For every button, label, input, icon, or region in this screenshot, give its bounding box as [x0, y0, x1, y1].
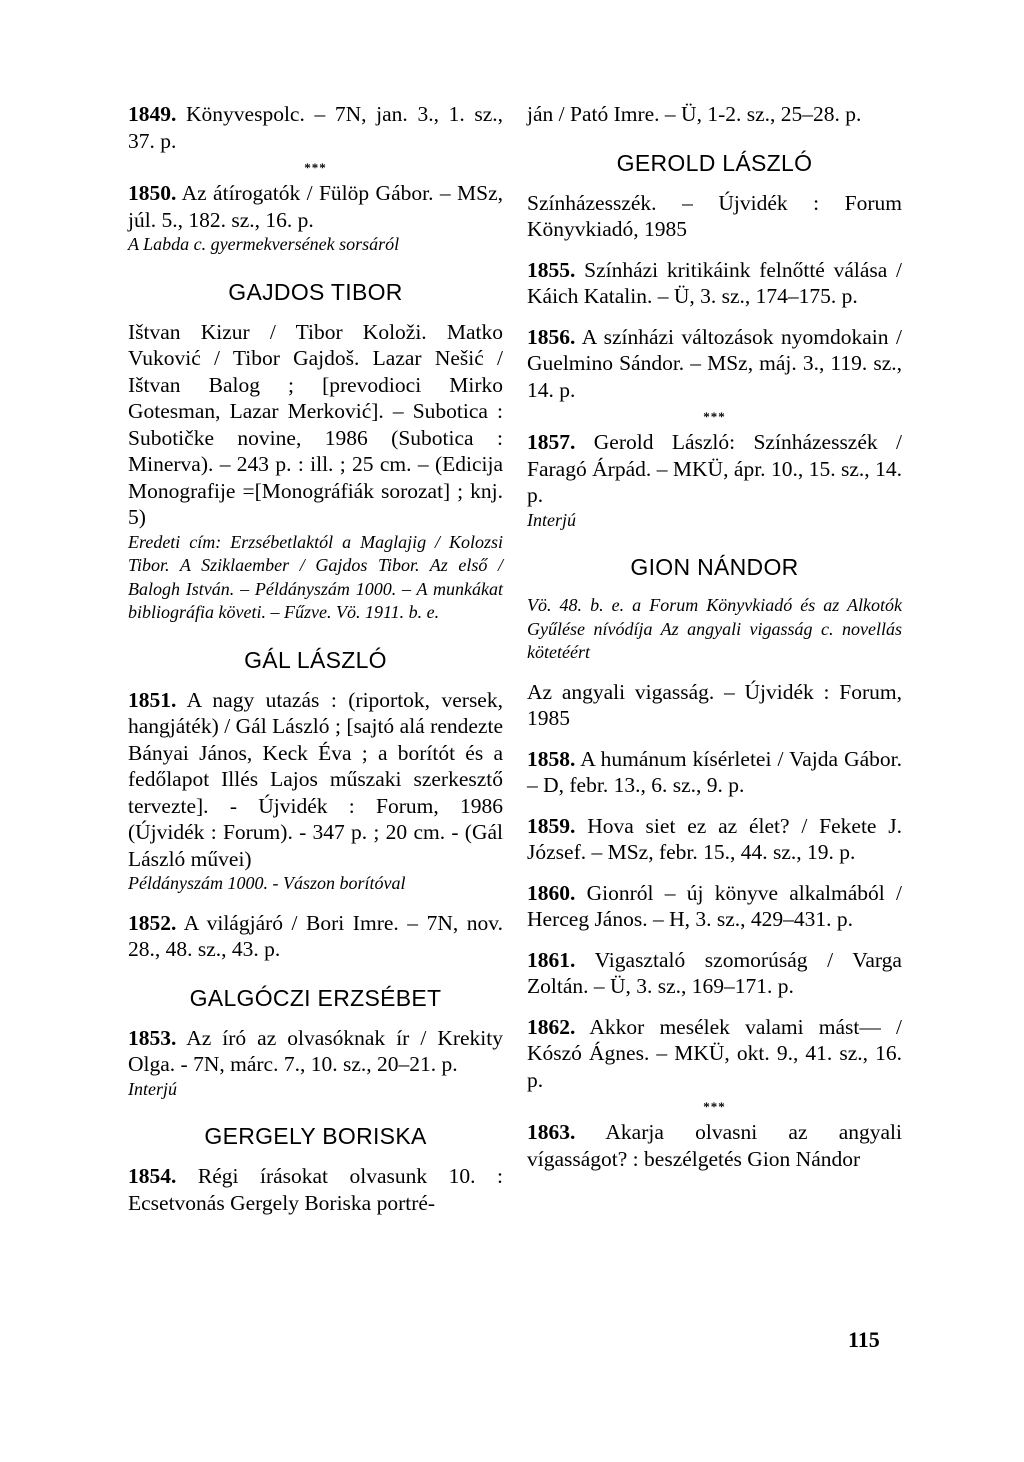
entry-note: Interjú: [128, 1078, 177, 1099]
entry-note: Eredeti cím: Erzsébetlaktól a Maglajig / Kolozsi Tibor. A Sziklaember / Gajdos Tibor. Az első / Balogh István. – Példányszám 1000. – A munkákat bibliográfia követi. – Fűzve. Vö. 1911. b. e.: [128, 531, 503, 622]
entry-body: [128, 101, 503, 154]
entry-number: 1858.: [527, 746, 576, 771]
entry-text: Az átírogatók / Fülöp Gábor. – MSz, júl. 5., 182. sz., 16. p.: [128, 181, 503, 232]
entry-text: Vigasztaló szomorúság / Varga Zoltán. – Ü, 3. sz., 169–171. p.: [527, 947, 902, 998]
entry-body: [527, 947, 902, 1000]
separator-stars: ***: [304, 160, 327, 175]
entry-text: Hova siet ez az élet? / Fekete J. József. – MSz, febr. 15., 44. sz., 19. p.: [527, 813, 903, 864]
entry-body: [527, 190, 902, 243]
entry-number: 1862.: [527, 1014, 576, 1039]
bibliography-entry: [128, 101, 503, 154]
left-column: [128, 101, 503, 1216]
entry-text: Régi írásokat olvasunk 10. : Ecsetvonás Gergely Boriska portré-: [128, 1164, 503, 1215]
right-column: [527, 101, 902, 1172]
separator-stars: ***: [703, 1099, 726, 1114]
entry-note: A Labda c. gyermekversének sorsáról: [128, 234, 400, 254]
bibliography-entry: [527, 101, 902, 128]
bibliography-entry: [527, 880, 902, 933]
entry-body: [128, 910, 503, 963]
entry-number: 1850.: [128, 181, 177, 205]
entry-note: Vö. 48. b. e. a Forum Könyvkiadó és az Alkotók Gyűlése nívódíja Az angyali vigasság c. novellás kötetéért: [527, 595, 902, 662]
entry-body: [128, 687, 503, 873]
entry-body: [527, 1014, 902, 1094]
entry-text: ján / Pató Imre. – Ü, 1-2. sz., 25–28. p.: [527, 102, 862, 126]
bibliography-entry: [527, 190, 902, 243]
bibliography-entry: [527, 947, 902, 1000]
entry-body: [128, 319, 503, 531]
entry-text: Akkor mesélek valami mást— / Kószó Ágnes. – MKÜ, okt. 9., 41. sz., 16. p.: [527, 1014, 902, 1092]
entry-body: [527, 679, 902, 732]
entry-text: A humánum kísérletei / Vajda Gábor. – D, febr. 13., 6. sz., 9. p.: [527, 746, 902, 797]
bibliography-entry: [527, 594, 902, 665]
entry-body: [128, 180, 503, 233]
entry-text: Az író az olvasóknak ír / Krekity Olga. - 7N, márc. 7., 10. sz., 20–21. p.: [128, 1025, 503, 1076]
entry-text: Akarja olvasni az angyali vígasságot? : beszélgetés Gion Nándor: [527, 1120, 902, 1171]
entry-body: [527, 880, 902, 933]
bibliography-entry: [527, 1119, 902, 1172]
entry-text: Az angyali vigasság. – Újvidék : Forum, 1985: [527, 679, 902, 730]
bibliography-entry: [527, 324, 902, 404]
section-heading: GÁL LÁSZLÓ: [244, 646, 387, 673]
bibliography-entry: [527, 1014, 902, 1094]
entry-body: [527, 101, 902, 128]
entry-number: 1851.: [128, 687, 177, 712]
entry-text: Színházesszék. – Újvidék : Forum Könyvkiadó, 1985: [527, 190, 902, 241]
entry-number: 1861.: [527, 947, 576, 972]
entry-text: A világjáró / Bori Imre. – 7N, nov. 28., 48. sz., 43. p.: [128, 910, 503, 961]
entry-number: 1856.: [527, 324, 576, 349]
entry-body: [527, 429, 902, 509]
entry-number: 1854.: [128, 1164, 177, 1188]
bibliography-entry: [128, 180, 503, 257]
section-heading: GALGÓCZI ERZSÉBET: [189, 984, 442, 1011]
section-heading: GEROLD LÁSZLÓ: [616, 149, 813, 176]
section-heading: GAJDOS TIBOR: [228, 278, 403, 305]
entry-note: Interjú: [527, 509, 576, 530]
entry-text: Gerold László: Színházesszék / Faragó Árpád. – MKÜ, ápr. 10., 15. sz., 14. p.: [527, 430, 902, 507]
section-heading: GION NÁNDOR: [630, 554, 799, 580]
bibliography-entry: [527, 746, 902, 799]
separator-stars: ***: [703, 409, 726, 424]
entry-body: [527, 813, 902, 866]
entry-number: 1860.: [527, 880, 576, 905]
bibliography-entry: [128, 1163, 503, 1216]
bibliography-entry: [128, 319, 503, 625]
entry-body: [128, 1163, 503, 1216]
bibliography-entry: [527, 679, 902, 732]
entry-text: Színházi kritikáink felnőtté válása / Káich Katalin. – Ü, 3. sz., 174–175. p.: [527, 257, 902, 308]
entry-body: [527, 746, 902, 799]
bibliography-entry: [128, 687, 503, 896]
entry-number: 1849.: [128, 102, 177, 126]
page-number: 115: [848, 1327, 880, 1352]
bibliography-entry: [527, 813, 902, 866]
entry-text: A nagy utazás : (riportok, versek, hangjáték) / Gál László ; [sajtó alá rendezte Bányai János, Keck Éva ; a borítót és a fedőlapot Illés Lajos műszaki szerkesztő tervezte]. - Újvidék : Forum, 1986 (Újvidék : Forum). - 347 p. ; 20 cm. - (Gál László művei): [128, 687, 503, 871]
section-heading: GERGELY BORISKA: [204, 1123, 427, 1149]
entry-body: [128, 1025, 503, 1078]
entry-number: 1859.: [527, 813, 576, 838]
entry-body: [527, 324, 902, 404]
entry-body: [527, 1119, 902, 1172]
entry-text: Könyvespolc. – 7N, jan. 3., 1. sz., 37. p.: [128, 102, 504, 153]
bibliography-entry: [527, 257, 902, 310]
entry-text: A színházi változások nyomdokain / Guelmino Sándor. – MSz, máj. 3., 119. sz., 14. p.: [527, 324, 902, 402]
entry-text: Ištvan Kizur / Tibor Koloži. Matko Vuković / Tibor Gajdoš. Lazar Nešić / Ištvan Balog ; [prevodioci Mirko Gotesman, Lazar Merković]. – Subotica : Subotičke novine, 1986 (Subotica : Minerva). – 243 p. : ill. ; 25 cm. – (Edicija Monografije =[Monográfiák sorozat] ; knj. 5): [128, 319, 503, 529]
entry-number: 1863.: [527, 1120, 576, 1144]
entry-body: [527, 257, 902, 310]
entry-note: Példányszám 1000. - Vászon borítóval: [128, 873, 406, 893]
bibliography-entry: [128, 1025, 503, 1102]
entry-number: 1855.: [527, 257, 576, 282]
bibliography-entry: [128, 910, 503, 963]
bibliography-entry: [527, 429, 902, 532]
entry-number: 1853.: [128, 1025, 177, 1050]
entry-number: 1857.: [527, 430, 576, 454]
entry-text: Gionról – új könyve alkalmából / Herceg János. – H, 3. sz., 429–431. p.: [527, 880, 902, 931]
entry-number: 1852.: [128, 910, 177, 935]
